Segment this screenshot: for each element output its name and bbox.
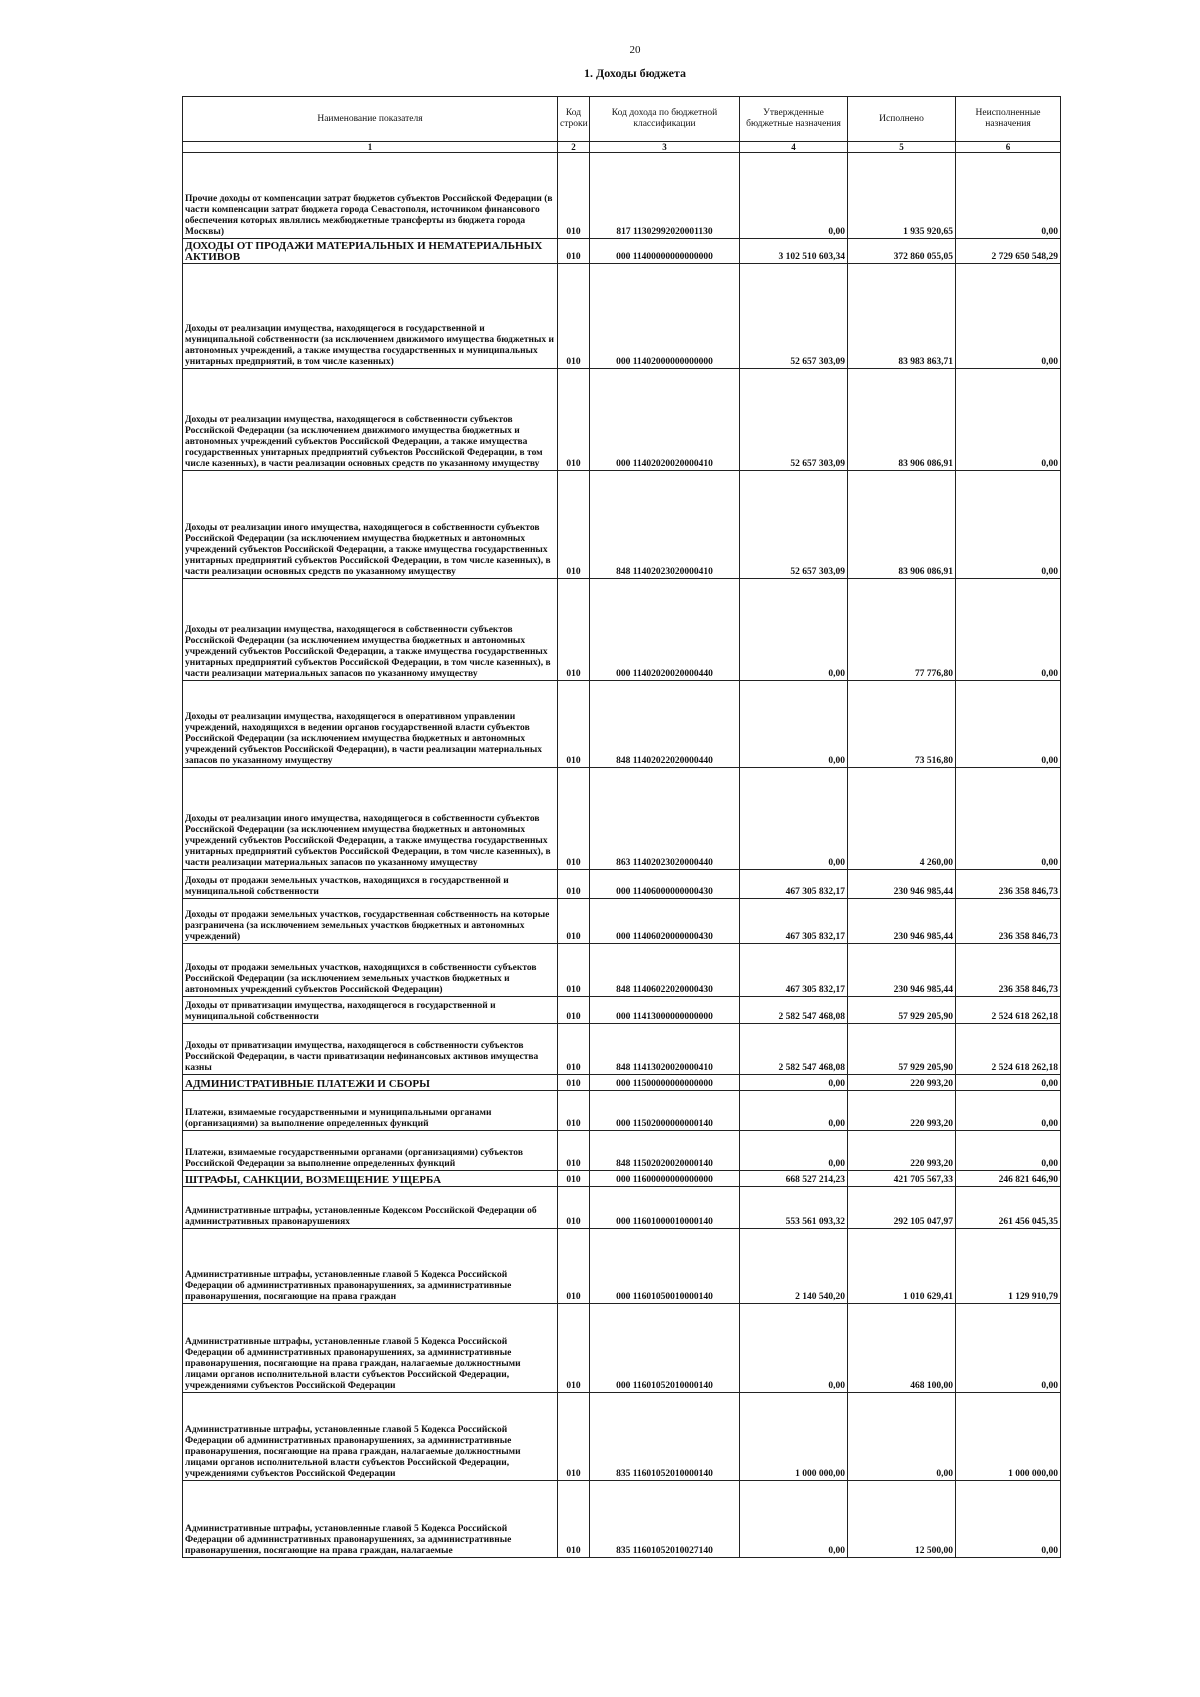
row-approved: 2 140 540,20 [740, 1229, 848, 1304]
table-row [183, 1024, 1061, 1075]
row-line-code: 010 [558, 1131, 590, 1171]
row-line-code: 010 [558, 1024, 590, 1075]
table-row [183, 899, 1061, 944]
row-approved: 553 561 093,32 [740, 1187, 848, 1229]
row-approved: 0,00 [740, 1091, 848, 1131]
row-unexecuted: 0,00 [956, 369, 1061, 471]
row-budget-code: 000 11500000000000000 [590, 1075, 740, 1091]
row-unexecuted: 0,00 [956, 1075, 1061, 1091]
row-executed: 12 500,00 [848, 1481, 956, 1558]
row-executed: 83 983 863,71 [848, 264, 956, 369]
row-line-code: 010 [558, 870, 590, 899]
column-number: 2 [558, 142, 590, 153]
row-name: Доходы от продажи земельных участков, находящихся в государственной и муниципальной собственности [183, 870, 558, 899]
row-budget-code: 000 11402020020000440 [590, 579, 740, 681]
row-approved: 3 102 510 603,34 [740, 239, 848, 264]
row-name: Доходы от продажи земельных участков, государственная собственность на которые разграничена (за исключением земельных участков бюджетных и автономных учреждений) [183, 899, 558, 944]
row-executed: 83 906 086,91 [848, 369, 956, 471]
column-number: 4 [740, 142, 848, 153]
row-name: Платежи, взимаемые государственными и муниципальными органами (организациями) за выполнение определенных функций [183, 1091, 558, 1131]
column-number: 5 [848, 142, 956, 153]
row-budget-code: 000 11406000000000430 [590, 870, 740, 899]
table-row [183, 239, 1061, 264]
row-unexecuted: 236 358 846,73 [956, 944, 1061, 997]
row-executed: 230 946 985,44 [848, 870, 956, 899]
row-line-code: 010 [558, 1481, 590, 1558]
row-budget-code: 848 11402022020000440 [590, 681, 740, 768]
row-line-code: 010 [558, 264, 590, 369]
row-line-code: 010 [558, 369, 590, 471]
row-executed: 468 100,00 [848, 1304, 956, 1393]
row-approved: 0,00 [740, 768, 848, 870]
row-budget-code: 863 11402023020000440 [590, 768, 740, 870]
row-executed: 230 946 985,44 [848, 899, 956, 944]
row-line-code: 010 [558, 944, 590, 997]
table-row [183, 1187, 1061, 1229]
row-line-code: 010 [558, 579, 590, 681]
table-row [183, 1131, 1061, 1171]
row-line-code: 010 [558, 239, 590, 264]
row-approved: 52 657 303,09 [740, 471, 848, 579]
row-unexecuted: 0,00 [956, 681, 1061, 768]
row-unexecuted: 0,00 [956, 153, 1061, 239]
row-unexecuted: 236 358 846,73 [956, 899, 1061, 944]
row-unexecuted: 0,00 [956, 1131, 1061, 1171]
row-approved: 0,00 [740, 1075, 848, 1091]
row-name: Административные штрафы, установленные главой 5 Кодекса Российской Федерации об административных правонарушениях, за административные правонарушения, посягающие на права граждан, налагаемые [183, 1481, 558, 1558]
row-line-code: 010 [558, 1187, 590, 1229]
row-unexecuted: 261 456 045,35 [956, 1187, 1061, 1229]
row-name: Административные штрафы, установленные главой 5 Кодекса Российской Федерации об административных правонарушениях, за административные правонарушения, посягающие на права граждан, налагаемые должностными лицами органов исполнительной власти субъектов Российской Федерации, учреждениями субъектов Российской Федерации [183, 1304, 558, 1393]
row-executed: 1 935 920,65 [848, 153, 956, 239]
row-budget-code: 817 11302992020001130 [590, 153, 740, 239]
row-name: Доходы от реализации имущества, находящегося в собственности субъектов Российской Федерации (за исключением движимого имущества бюджетных и автономных учреждений субъектов Российской Федерации, а также имущества государственных унитарных предприятий субъектов Российской Федерации, в том числе казенных), в части реализации основных средств по указанному имуществу [183, 369, 558, 471]
income-table [182, 96, 1061, 1558]
row-executed: 1 010 629,41 [848, 1229, 956, 1304]
table-row [183, 1481, 1061, 1558]
row-line-code: 010 [558, 997, 590, 1024]
table-row [183, 944, 1061, 997]
row-unexecuted: 2 524 618 262,18 [956, 997, 1061, 1024]
table-row [183, 153, 1061, 239]
row-executed: 372 860 055,05 [848, 239, 956, 264]
row-executed: 73 516,80 [848, 681, 956, 768]
row-name: Административные штрафы, установленные Кодексом Российской Федерации об административных правонарушениях [183, 1187, 558, 1229]
row-line-code: 010 [558, 1075, 590, 1091]
table-row [183, 768, 1061, 870]
row-executed: 83 906 086,91 [848, 471, 956, 579]
table-row [183, 1075, 1061, 1091]
row-name: ШТРАФЫ, САНКЦИИ, ВОЗМЕЩЕНИЕ УЩЕРБА [183, 1171, 558, 1187]
row-approved: 0,00 [740, 1304, 848, 1393]
row-approved: 0,00 [740, 1131, 848, 1171]
row-approved: 2 582 547 468,08 [740, 1024, 848, 1075]
row-name: АДМИНИСТРАТИВНЫЕ ПЛАТЕЖИ И СБОРЫ [183, 1075, 558, 1091]
row-approved: 467 305 832,17 [740, 899, 848, 944]
row-name: Доходы от приватизации имущества, находящегося в собственности субъектов Российской Федерации, в части приватизации нефинансовых активов имущества казны [183, 1024, 558, 1075]
row-executed: 220 993,20 [848, 1075, 956, 1091]
header-unexecuted: Неисполненные назначения [956, 97, 1061, 142]
row-approved: 52 657 303,09 [740, 369, 848, 471]
row-budget-code: 000 11402020020000410 [590, 369, 740, 471]
table-row [183, 1304, 1061, 1393]
row-executed: 77 776,80 [848, 579, 956, 681]
row-budget-code: 848 11413020020000410 [590, 1024, 740, 1075]
page-number: 20 [629, 44, 641, 56]
row-name: Административные штрафы, установленные главой 5 Кодекса Российской Федерации об административных правонарушениях, за административные правонарушения, посягающие на права граждан, налагаемые должностными лицами органов исполнительной власти субъектов Российской Федерации, учреждениями субъектов Российской Федерации [183, 1393, 558, 1481]
row-name: Прочие доходы от компенсации затрат бюджетов субъектов Российской Федерации (в части компенсации затрат бюджета города Севастополя, источником финансового обеспечения которых являлись межбюджетные трансферты из бюджета города Москвы) [183, 153, 558, 239]
section-title: 1. Доходы бюджета [583, 66, 687, 80]
row-name: Доходы от реализации имущества, находящегося в собственности субъектов Российской Федерации (за исключением имущества бюджетных и автономных учреждений субъектов Российской Федерации, а также имущества государственных унитарных предприятий субъектов Российской Федерации, в том числе казенных), в части реализации материальных запасов по указанному имуществу [183, 579, 558, 681]
row-line-code: 010 [558, 899, 590, 944]
row-line-code: 010 [558, 1393, 590, 1481]
row-name: ДОХОДЫ ОТ ПРОДАЖИ МАТЕРИАЛЬНЫХ И НЕМАТЕРИАЛЬНЫХ АКТИВОВ [183, 239, 558, 264]
row-budget-code: 000 11413000000000000 [590, 997, 740, 1024]
row-unexecuted: 1 129 910,79 [956, 1229, 1061, 1304]
row-approved: 0,00 [740, 153, 848, 239]
column-number-row [183, 142, 1061, 153]
row-unexecuted: 0,00 [956, 264, 1061, 369]
row-name: Доходы от реализации иного имущества, находящегося в собственности субъектов Российской Федерации (за исключением имущества бюджетных и автономных учреждений субъектов Российской Федерации, а также имущества государственных унитарных предприятий субъектов Российской Федерации, в том числе казенных), в части реализации основных средств по указанному имуществу [183, 471, 558, 579]
row-line-code: 010 [558, 1304, 590, 1393]
row-line-code: 010 [558, 153, 590, 239]
table-row [183, 1091, 1061, 1131]
row-line-code: 010 [558, 1229, 590, 1304]
row-executed: 4 260,00 [848, 768, 956, 870]
row-unexecuted: 0,00 [956, 1304, 1061, 1393]
row-approved: 1 000 000,00 [740, 1393, 848, 1481]
row-name: Доходы от продажи земельных участков, находящихся в собственности субъектов Российской Федерации (за исключением земельных участков бюджетных и автономных учреждений субъектов Российской Федерации) [183, 944, 558, 997]
row-budget-code: 000 11601052010000140 [590, 1304, 740, 1393]
row-unexecuted: 2 729 650 548,29 [956, 239, 1061, 264]
table-row [183, 369, 1061, 471]
header-approved: Утвержденные бюджетные назначения [740, 97, 848, 142]
table-row [183, 997, 1061, 1024]
row-budget-code: 000 11402000000000000 [590, 264, 740, 369]
row-line-code: 010 [558, 681, 590, 768]
table-row [183, 870, 1061, 899]
row-budget-code: 000 11502000000000140 [590, 1091, 740, 1131]
row-line-code: 010 [558, 1171, 590, 1187]
row-unexecuted: 0,00 [956, 579, 1061, 681]
table-row [183, 264, 1061, 369]
header-executed: Исполнено [848, 97, 956, 142]
row-unexecuted: 0,00 [956, 1481, 1061, 1558]
column-number: 3 [590, 142, 740, 153]
row-unexecuted: 1 000 000,00 [956, 1393, 1061, 1481]
header-line: Код строки [558, 97, 590, 142]
row-name: Доходы от приватизации имущества, находящегося в государственной и муниципальной собственности [183, 997, 558, 1024]
row-approved: 0,00 [740, 1481, 848, 1558]
row-approved: 2 582 547 468,08 [740, 997, 848, 1024]
header-name: Наименование показателя [183, 97, 558, 142]
row-approved: 668 527 214,23 [740, 1171, 848, 1187]
row-name: Доходы от реализации иного имущества, находящегося в собственности субъектов Российской Федерации (за исключением имущества бюджетных и автономных учреждений субъектов Российской Федерации, а также имущества государственных унитарных предприятий субъектов Российской Федерации, в том числе казенных), в части реализации материальных запасов по указанному имуществу [183, 768, 558, 870]
row-budget-code: 000 11406020000000430 [590, 899, 740, 944]
row-budget-code: 000 11601050010000140 [590, 1229, 740, 1304]
row-unexecuted: 0,00 [956, 471, 1061, 579]
row-executed: 421 705 567,33 [848, 1171, 956, 1187]
row-line-code: 010 [558, 471, 590, 579]
table-row [183, 471, 1061, 579]
row-approved: 467 305 832,17 [740, 870, 848, 899]
header-row [183, 97, 1061, 142]
header-code: Код дохода по бюджетной классификации [590, 97, 740, 142]
row-unexecuted: 236 358 846,73 [956, 870, 1061, 899]
table-row [183, 1171, 1061, 1187]
row-executed: 220 993,20 [848, 1091, 956, 1131]
row-budget-code: 835 11601052010027140 [590, 1481, 740, 1558]
row-budget-code: 835 11601052010000140 [590, 1393, 740, 1481]
row-unexecuted: 2 524 618 262,18 [956, 1024, 1061, 1075]
row-budget-code: 848 11502020020000140 [590, 1131, 740, 1171]
table-row [183, 579, 1061, 681]
row-unexecuted: 246 821 646,90 [956, 1171, 1061, 1187]
row-unexecuted: 0,00 [956, 768, 1061, 870]
row-line-code: 010 [558, 768, 590, 870]
row-name: Доходы от реализации имущества, находящегося в оперативном управлении учреждений, находящихся в ведении органов государственной власти субъектов Российской Федерации (за исключением имущества бюджетных и автономных учреждений субъектов Российской Федерации), в части реализации материальных запасов по указанному имуществу [183, 681, 558, 768]
row-budget-code: 000 11400000000000000 [590, 239, 740, 264]
row-name: Платежи, взимаемые государственными органами (организациями) субъектов Российской Федерации за выполнение определенных функций [183, 1131, 558, 1171]
table-row [183, 1393, 1061, 1481]
row-budget-code: 000 11600000000000000 [590, 1171, 740, 1187]
row-approved: 467 305 832,17 [740, 944, 848, 997]
row-budget-code: 848 11406022020000430 [590, 944, 740, 997]
row-executed: 230 946 985,44 [848, 944, 956, 997]
row-executed: 292 105 047,97 [848, 1187, 956, 1229]
row-executed: 57 929 205,90 [848, 997, 956, 1024]
column-number: 6 [956, 142, 1061, 153]
row-budget-code: 000 11601000010000140 [590, 1187, 740, 1229]
row-executed: 0,00 [848, 1393, 956, 1481]
row-budget-code: 848 11402023020000410 [590, 471, 740, 579]
row-name: Административные штрафы, установленные главой 5 Кодекса Российской Федерации об административных правонарушениях, за административные правонарушения, посягающие на права граждан [183, 1229, 558, 1304]
row-unexecuted: 0,00 [956, 1091, 1061, 1131]
table-row [183, 1229, 1061, 1304]
row-approved: 0,00 [740, 681, 848, 768]
row-approved: 52 657 303,09 [740, 264, 848, 369]
row-executed: 57 929 205,90 [848, 1024, 956, 1075]
table-row [183, 681, 1061, 768]
column-number: 1 [183, 142, 558, 153]
row-executed: 220 993,20 [848, 1131, 956, 1171]
row-approved: 0,00 [740, 579, 848, 681]
row-line-code: 010 [558, 1091, 590, 1131]
row-name: Доходы от реализации имущества, находящегося в государственной и муниципальной собственности (за исключением движимого имущества бюджетных и автономных учреждений, а также имущества государственных и муниципальных унитарных предприятий, в том числе казенных) [183, 264, 558, 369]
